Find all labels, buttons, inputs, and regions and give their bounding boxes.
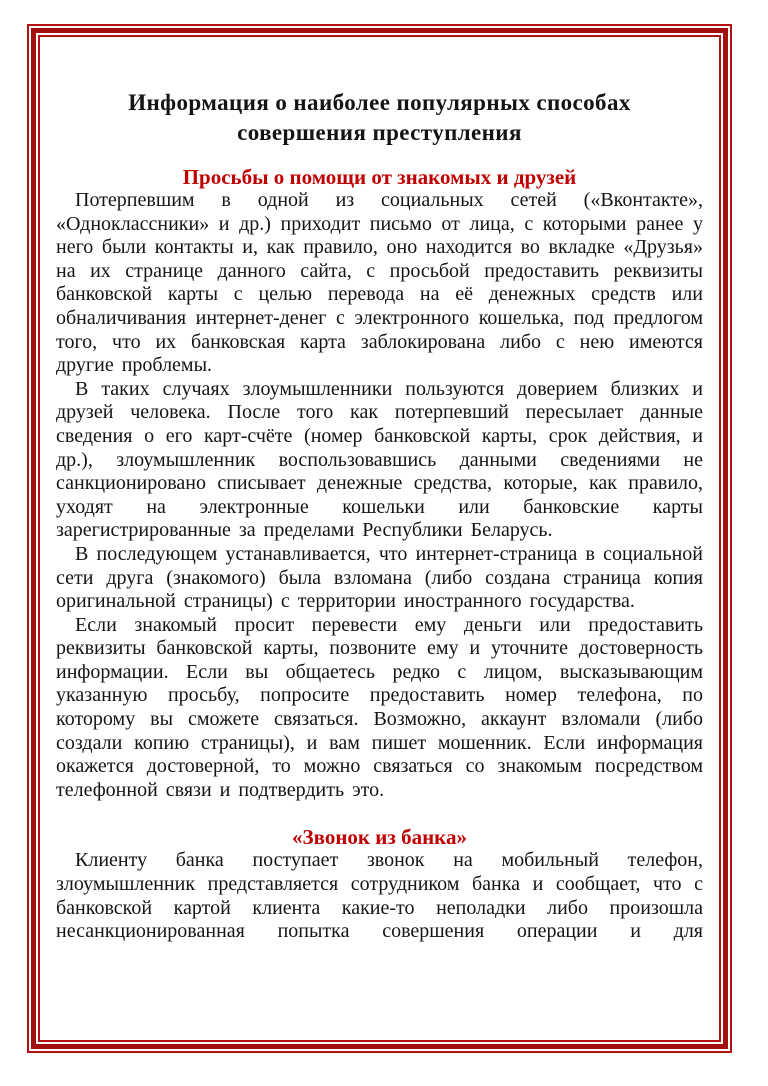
paragraph-social-2: В таких случаях злоумышленники пользуются доверием близких и друзей человека. После того как потерпевший пересылает данные сведения о его карт-счёте (номер банковской карты, срок действия, и др.), злоумышленник воспользовавшись данными сведениями не санкционировано списывает денежные средства, которые, как правило, уходят на электронные кошельки или банковские карты зарегистрированные за пределами Республики Беларусь.: [56, 377, 703, 542]
decorative-border-outer: [27, 24, 732, 1053]
section-heading-social-requests: Просьбы о помощи от знакомых и друзей: [182, 165, 577, 189]
document-content: [40, 37, 719, 1040]
decorative-border-middle: [31, 28, 728, 1049]
document-title-line-1: Информация о наиболее популярных способах: [128, 90, 631, 115]
paragraph-bank-call-1: Клиенту банка поступает звонок на мобильный телефон, злоумышленник представляется сотрудником банка и сообщает, что с банковской картой клиента какие-то неполадки либо произошла несанкционированная попытка совершения операции и для: [56, 849, 703, 943]
decorative-border-inner: [38, 35, 721, 1042]
document-title-line-2: совершения преступления: [237, 120, 522, 145]
document-title: [56, 88, 703, 148]
section-heading-bank-call: «Звонок из банка»: [292, 825, 467, 850]
section-social-network-requests: [56, 165, 703, 802]
paragraph-social-3: В последующем устанавливается, что интернет-страница в социальной сети друга (знакомого) была взломана (либо создана страница копия оригинальной страницы) с территории иностранного государства.: [56, 542, 703, 613]
section-bank-call: [56, 825, 703, 943]
paragraph-social-4: Если знакомый просит перевести ему деньги или предоставить реквизиты банковской карты, позвоните ему и уточните достоверность информации. Если вы общаетесь редко с лицом, высказывающим указанную просьбу, попросите предоставить номер телефона, по которому вы сможете связаться. Возможно, аккаунт взломали (либо создали копию страницы), и вам пишет мошенник. Если информация окажется достоверной, то можно связаться со знакомым посредством телефонной связи и подтвердить это.: [56, 613, 703, 801]
paragraph-social-1: Потерпевшим в одной из социальных сетей («Вконтакте», «Одноклассники» и др.) приходит письмо от лица, с которыми ранее у него были контакты и, как правило, оно находится во вкладке «Друзья» на их странице данного сайта, с просьбой предоставить реквизиты банковской карты с целью перевода на её денежных средств или обналичивания интернет-денег с электронного кошелька, под предлогом того, что их банковская карта заблокирована либо с нею имеются другие проблемы.: [56, 189, 703, 377]
